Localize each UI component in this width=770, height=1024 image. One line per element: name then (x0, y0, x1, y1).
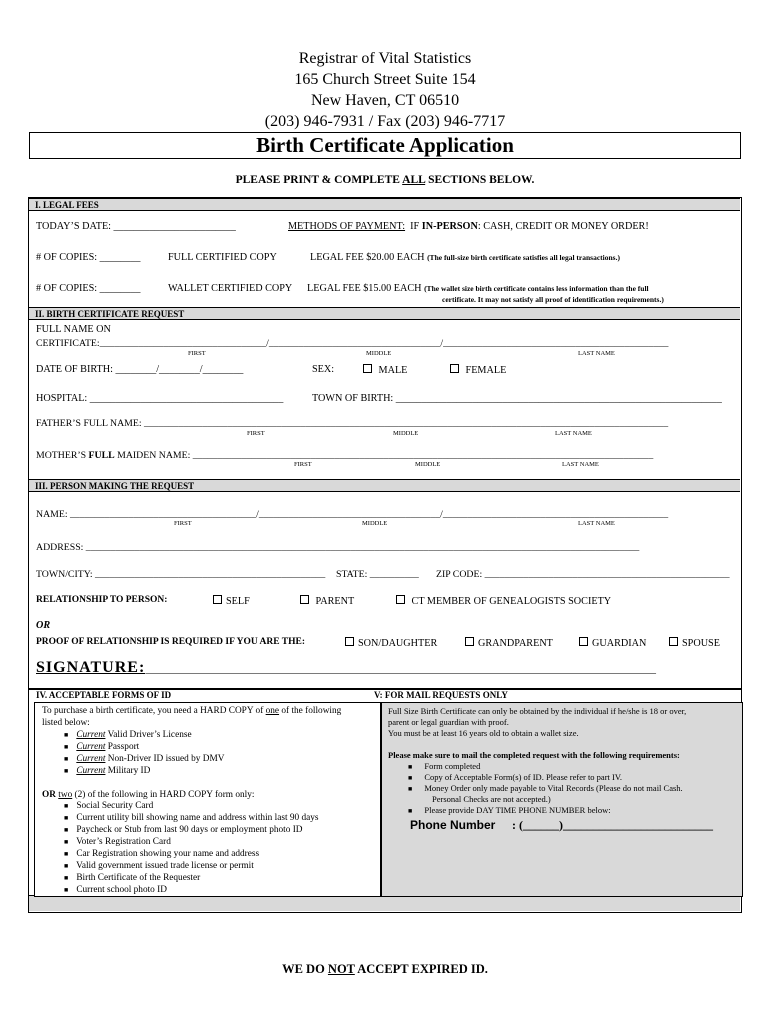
form-main-border (28, 197, 742, 689)
list-item: ■ Copy of Acceptable Form(s) of ID. Please refer to part IV. (408, 772, 623, 782)
father-last-caption: LAST NAME (555, 430, 592, 437)
list-item: ■ Current Valid Driver’s License (64, 730, 192, 740)
signature-field[interactable]: ______________________________________________________________________________________________________ (146, 664, 656, 675)
parent-checkbox[interactable]: PARENT (300, 595, 354, 607)
town-of-birth-field[interactable]: TOWN OF BIRTH: ________________________________________________________________ (312, 393, 722, 404)
list-item: ■ Money Order only made payable to Vital Records (Please do not mail Cash. (408, 783, 683, 793)
address-field[interactable]: ADDRESS: _________________________________________________________________________________________________________________ (36, 542, 640, 553)
list-item-continued: Personal Checks are not accepted.) (432, 794, 551, 804)
father-name-field[interactable]: FATHER’S FULL NAME: ___________________________________________________________________________________________________________ (36, 418, 669, 429)
form-title: Birth Certificate Application (29, 132, 741, 159)
signature-label: SIGNATURE: (36, 659, 146, 676)
list-item: ■ Current Military ID (64, 766, 151, 776)
hospital-field[interactable]: HOSPITAL: ______________________________________ (36, 393, 284, 404)
mail-eligibility-3: You must be at least 16 years old to obtain a wallet size. (388, 728, 579, 738)
checkbox-icon (465, 637, 474, 646)
requester-middle-caption: MIDDLE (362, 520, 388, 527)
mother-last-caption: LAST NAME (562, 461, 599, 468)
male-checkbox[interactable]: MALE (363, 364, 407, 376)
date-of-birth-field[interactable]: DATE OF BIRTH: ________/________/________ (36, 364, 244, 375)
checkbox-icon (213, 595, 222, 604)
mail-requirements-heading: Please make sure to mail the completed request with the following requirements: (388, 750, 680, 760)
father-first-caption: FIRST (247, 430, 265, 437)
checkbox-icon (300, 595, 309, 604)
list-item: ■ Valid government issued trade license or permit (64, 861, 254, 871)
list-item: ■ Please provide DAY TIME PHONE NUMBER below: (408, 805, 611, 815)
checkbox-icon (669, 637, 678, 646)
female-checkbox[interactable]: FEMALE (450, 364, 506, 376)
list-item: ■ Current Passport (64, 742, 140, 752)
relationship-label: RELATIONSHIP TO PERSON: (36, 595, 168, 605)
mother-maiden-name-field[interactable]: MOTHER’S FULL MAIDEN NAME: ______________________________________________________________________________________________ (36, 450, 654, 461)
phone-number-field[interactable]: : (______)_________________________ (512, 818, 713, 832)
certificate-name-field[interactable]: CERTIFICATE:__________________________________/___________________________________/______________________________________________ (36, 338, 669, 349)
requester-name-field[interactable]: NAME: ______________________________________/_____________________________________/______________________________________________ (36, 509, 669, 520)
requester-first-caption: FIRST (174, 520, 192, 527)
father-middle-caption: MIDDLE (393, 430, 419, 437)
list-item: ■ Voter’s Registration Card (64, 837, 171, 847)
checkbox-icon (450, 364, 459, 373)
guardian-checkbox[interactable]: GUARDIAN (579, 637, 646, 649)
or-two-heading: OR two (2) of the following in HARD COPY form only: (42, 790, 255, 800)
wallet-fee-note: certificate. It may not satisfy all proof of identification requirements.) (442, 295, 664, 304)
checkbox-icon (345, 637, 354, 646)
ct-member-checkbox[interactable]: CT MEMBER OF GENEALOGISTS SOCIETY (396, 595, 611, 607)
list-item: ■ Social Security Card (64, 801, 154, 811)
sex-label: SEX: (312, 364, 335, 375)
list-item: ■ Form completed (408, 761, 481, 771)
id-intro: To purchase a birth certificate, you need a HARD COPY of one of the following (42, 706, 342, 716)
list-item: ■ Paycheck or Stub from last 90 days or employment photo ID (64, 825, 303, 835)
certificate-middle-caption: MIDDLE (366, 350, 392, 357)
mother-middle-caption: MIDDLE (415, 461, 441, 468)
mail-eligibility-2: parent or legal guardian with proof. (388, 717, 509, 727)
payment-methods: METHODS OF PAYMENT: IF IN-PERSON: CASH, CREDIT OR MONEY ORDER! (288, 221, 649, 232)
full-copies-field[interactable]: # OF COPIES: ________ (36, 252, 141, 263)
spouse-checkbox[interactable]: SPOUSE (669, 637, 720, 649)
requester-last-caption: LAST NAME (578, 520, 615, 527)
bottom-shaded-strip (29, 895, 740, 911)
self-checkbox[interactable]: SELF (213, 595, 250, 607)
checkbox-icon (579, 637, 588, 646)
list-item: ■ Current school photo ID (64, 885, 167, 895)
wallet-fee: LEGAL FEE $15.00 EACH (The wallet size birth certificate contains less information than the full (307, 283, 649, 294)
certificate-first-caption: FIRST (188, 350, 206, 357)
section-legal-fees-heading: I. LEGAL FEES (29, 198, 740, 211)
list-item: ■ Birth Certificate of the Requester (64, 873, 201, 883)
full-fee: LEGAL FEE $20.00 EACH (The full-size birth certificate satisfies all legal transactions.) (310, 252, 620, 263)
office-phone: (203) 946-7931 / Fax (203) 946-7717 (264, 113, 506, 130)
zip-code-field[interactable]: ZIP CODE: __________________________________________________ (436, 569, 730, 580)
mail-eligibility-1: Full Size Birth Certificate can only be obtained by the individual if he/she is 18 or over, (388, 706, 687, 716)
office-name: Registrar of Vital Statistics (298, 50, 472, 67)
checkbox-icon (396, 595, 405, 604)
town-city-field[interactable]: TOWN/CITY: _______________________________________________ (36, 569, 326, 580)
son-daughter-checkbox[interactable]: SON/DAUGHTER (345, 637, 437, 649)
mother-first-caption: FIRST (294, 461, 312, 468)
full-certified-copy-label: FULL CERTIFIED COPY (168, 252, 277, 263)
list-item: ■ Car Registration showing your name and address (64, 849, 260, 859)
or-label: OR (36, 620, 51, 631)
footer-notice: WE DO NOT ACCEPT EXPIRED ID. (282, 962, 488, 976)
full-name-on-label: FULL NAME ON (36, 324, 111, 335)
section-mail-requests-heading: V: FOR MAIL REQUESTS ONLY (374, 690, 508, 700)
wallet-certified-copy-label: WALLET CERTIFIED COPY (168, 283, 293, 294)
section-requester-heading: III. PERSON MAKING THE REQUEST (29, 479, 740, 492)
wallet-copies-field[interactable]: # OF COPIES: ________ (36, 283, 141, 294)
proof-label: PROOF OF RELATIONSHIP IS REQUIRED IF YOU ARE THE: (36, 637, 306, 647)
phone-number-label: Phone Number (410, 818, 496, 832)
list-item: ■ Current Non-Driver ID issued by DMV (64, 754, 225, 764)
instructions: PLEASE PRINT & COMPLETE ALL SECTIONS BELOW. (235, 174, 535, 186)
certificate-last-caption: LAST NAME (578, 350, 615, 357)
office-city: New Haven, CT 06510 (310, 92, 460, 109)
state-field[interactable]: STATE: __________ (336, 569, 419, 580)
list-item: ■ Current utility bill showing name and address within last 90 days (64, 813, 319, 823)
section-acceptable-id-heading: IV. ACCEPTABLE FORMS OF ID (36, 690, 172, 700)
grandparent-checkbox[interactable]: GRANDPARENT (465, 637, 553, 649)
section-birth-request-heading: II. BIRTH CERTIFICATE REQUEST (29, 307, 740, 320)
office-address: 165 Church Street Suite 154 (294, 71, 476, 88)
checkbox-icon (363, 364, 372, 373)
todays-date-field[interactable]: TODAY’S DATE: ________________________ (36, 221, 236, 232)
id-intro-2: listed below: (42, 718, 90, 728)
